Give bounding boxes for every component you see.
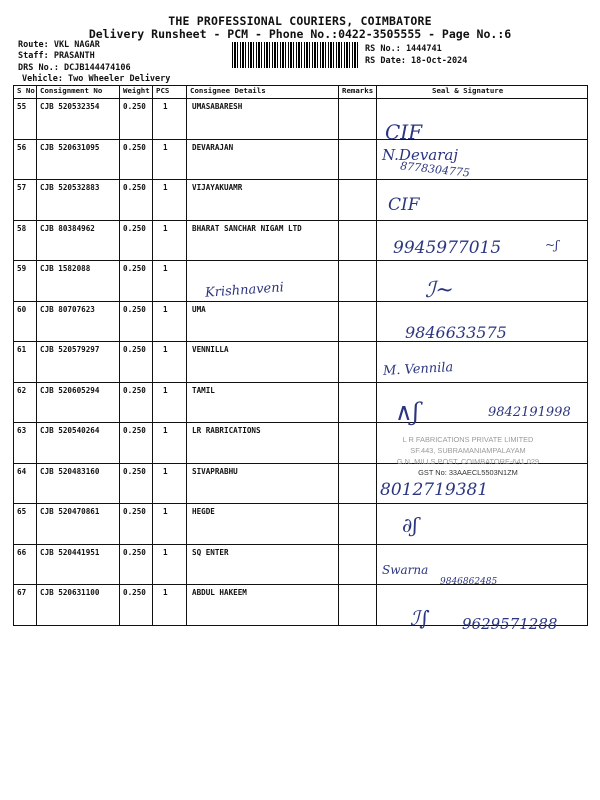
row-weight: 0.250 — [120, 139, 153, 180]
row-remarks — [339, 220, 377, 261]
runsheet-table — [13, 85, 588, 626]
table-row — [14, 382, 588, 423]
row-pcs: 1 — [153, 139, 187, 180]
col-header-remarks: Remarks — [339, 86, 377, 99]
row-consignee — [187, 261, 339, 302]
row-seal-signature — [377, 342, 588, 383]
phone-67: 9629571288 — [462, 615, 558, 633]
row-remarks — [339, 463, 377, 504]
row-consignment-no: CJB 1582088 — [37, 261, 120, 302]
row-seal-signature — [377, 139, 588, 180]
table-header-row — [14, 86, 588, 99]
row-consignment-no: CJB 520532354 — [37, 99, 120, 140]
row-sno: 65 — [14, 504, 37, 545]
row-sno: 63 — [14, 423, 37, 464]
col-header-weight: Weight — [120, 86, 153, 99]
route-label: Route: VKL NAGAR — [18, 40, 100, 50]
row-sno: 62 — [14, 382, 37, 423]
row-weight: 0.250 — [120, 423, 153, 464]
row-consignment-no: CJB 520470861 — [37, 504, 120, 545]
row-weight: 0.250 — [120, 180, 153, 221]
row-remarks — [339, 99, 377, 140]
row-consignee: ABDUL HAKEEM — [187, 585, 339, 626]
row-consignment-no: CJB 80707623 — [37, 301, 120, 342]
row-remarks — [339, 301, 377, 342]
table-row — [14, 504, 588, 545]
row-consignment-no: CJB 520483160 — [37, 463, 120, 504]
row-sno: 60 — [14, 301, 37, 342]
row-weight: 0.250 — [120, 261, 153, 302]
phone-62: 9842191998 — [488, 405, 571, 420]
row-seal-signature — [377, 301, 588, 342]
row-consignee: UMA — [187, 301, 339, 342]
phone-58: 9945977015 — [393, 238, 502, 258]
row-seal-signature — [377, 504, 588, 545]
row-weight: 0.250 — [120, 463, 153, 504]
row-sno: 57 — [14, 180, 37, 221]
row-consignment-no: CJB 520441951 — [37, 544, 120, 585]
row-sno: 59 — [14, 261, 37, 302]
row-pcs: 1 — [153, 544, 187, 585]
row-weight: 0.250 — [120, 99, 153, 140]
table-row — [14, 139, 588, 180]
signature-55: CIF — [385, 120, 423, 144]
row-pcs: 1 — [153, 301, 187, 342]
row-consignment-no: CJB 80384962 — [37, 220, 120, 261]
row-sno: 64 — [14, 463, 37, 504]
row-consignment-no: CJB 520605294 — [37, 382, 120, 423]
table-row — [14, 544, 588, 585]
phone-56: 8778304775 — [399, 159, 471, 180]
col-header-pcs: PCS — [153, 86, 187, 99]
signature-67-scribble: ℐ∫ — [410, 606, 430, 630]
stamp-line-4: GST No: 33AAECL5503N1ZM — [418, 468, 518, 477]
row-remarks — [339, 585, 377, 626]
row-consignment-no: CJB 520631095 — [37, 139, 120, 180]
col-header-consignee: Consignee Details — [187, 86, 339, 99]
row-weight: 0.250 — [120, 382, 153, 423]
row-seal-signature — [377, 261, 588, 302]
barcode — [232, 42, 358, 68]
row-seal-signature — [377, 544, 588, 585]
row-sno: 58 — [14, 220, 37, 261]
row-consignee: LR RABRICATIONS — [187, 423, 339, 464]
stamp-line-1: L R FABRICATIONS PRIVATE LIMITED — [402, 435, 534, 444]
signature-56: N.Devaraj — [382, 146, 459, 164]
row-consignee: SQ ENTER — [187, 544, 339, 585]
row-sno: 55 — [14, 99, 37, 140]
row-consignee: HEGDE — [187, 504, 339, 545]
row-weight: 0.250 — [120, 342, 153, 383]
row-seal-signature — [377, 180, 588, 221]
row-consignment-no: CJB 520532883 — [37, 180, 120, 221]
row-sno: 67 — [14, 585, 37, 626]
signature-58-scribble: ~ʃ — [545, 238, 559, 252]
row-weight: 0.250 — [120, 301, 153, 342]
rs-number: RS No.: 1444741 — [365, 44, 442, 54]
table-row — [14, 301, 588, 342]
row-pcs: 1 — [153, 180, 187, 221]
row-pcs: 1 — [153, 261, 187, 302]
phone-64: 8012719381 — [380, 480, 489, 500]
table-row — [14, 261, 588, 302]
row-consignee: DEVARAJAN — [187, 139, 339, 180]
row-seal-signature — [377, 99, 588, 140]
row-pcs: 1 — [153, 423, 187, 464]
row-consignment-no: CJB 520540264 — [37, 423, 120, 464]
row-remarks — [339, 504, 377, 545]
stamp-line-3: G.N. MILLS POST, COIMBATORE-641 029 — [396, 457, 540, 466]
row-pcs: 1 — [153, 585, 187, 626]
company-stamp — [372, 434, 564, 477]
table-row — [14, 342, 588, 383]
row-remarks — [339, 342, 377, 383]
row-seal-signature — [377, 220, 588, 261]
row-consignee: UMASABARESH — [187, 99, 339, 140]
runsheet-subtitle: Delivery Runsheet - PCM - Phone No.:0422-3505555 - Page No.:6 — [88, 27, 512, 41]
handwritten-name-59: Krishnaveni — [204, 280, 285, 301]
row-consignment-no: CJB 520631100 — [37, 585, 120, 626]
table-row — [14, 99, 588, 140]
row-consignment-no: CJB 520579297 — [37, 342, 120, 383]
row-remarks — [339, 423, 377, 464]
col-header-signature: Seal & Signature — [377, 86, 588, 99]
phone-66: 9846862485 — [440, 577, 498, 587]
row-sno: 66 — [14, 544, 37, 585]
signature-66: Swarna — [382, 563, 429, 577]
row-seal-signature — [377, 382, 588, 423]
row-sno: 56 — [14, 139, 37, 180]
signature-61: M. Vennila — [382, 360, 454, 379]
signature-57: CIF — [388, 195, 420, 215]
row-remarks — [339, 139, 377, 180]
row-weight: 0.250 — [120, 220, 153, 261]
row-remarks — [339, 261, 377, 302]
table-row — [14, 585, 588, 626]
row-remarks — [339, 180, 377, 221]
signature-59-scribble: ℐ~ — [425, 278, 454, 303]
row-consignee: BHARAT SANCHAR NIGAM LTD — [187, 220, 339, 261]
row-pcs: 1 — [153, 220, 187, 261]
row-consignee: VIJAYAKUAMR — [187, 180, 339, 221]
row-remarks — [339, 544, 377, 585]
row-pcs: 1 — [153, 99, 187, 140]
row-pcs: 1 — [153, 463, 187, 504]
phone-60: 9846633575 — [405, 323, 507, 342]
row-pcs: 1 — [153, 342, 187, 383]
row-sno: 61 — [14, 342, 37, 383]
col-header-consignment: Consignment No — [37, 86, 120, 99]
row-seal-signature — [377, 585, 588, 626]
signature-65-scribble: ∂ʃ — [402, 513, 418, 537]
row-pcs: 1 — [153, 382, 187, 423]
row-consignee: TAMIL — [187, 382, 339, 423]
rs-date: RS Date: 18-Oct-2024 — [365, 56, 468, 66]
stamp-line-2: SF.443, SUBRAMANIAMPALAYAM — [410, 446, 526, 455]
row-consignee: VENNILLA — [187, 342, 339, 383]
signature-62-scribble: ∧ʃ — [395, 398, 420, 426]
row-consignee: SIVAPRABHU — [187, 463, 339, 504]
drs-label: DRS No.: DCJB144474106 — [18, 63, 131, 73]
row-remarks — [339, 382, 377, 423]
company-title: THE PROFESSIONAL COURIERS, COIMBATORE — [168, 14, 432, 28]
table-row — [14, 220, 588, 261]
row-weight: 0.250 — [120, 585, 153, 626]
row-weight: 0.250 — [120, 504, 153, 545]
table-row — [14, 180, 588, 221]
staff-label: Staff: PRASANTH — [18, 51, 95, 61]
vehicle-label: Vehicle: Two Wheeler Delivery — [22, 74, 171, 84]
col-header-sno: S No — [14, 86, 37, 99]
row-weight: 0.250 — [120, 544, 153, 585]
row-pcs: 1 — [153, 504, 187, 545]
